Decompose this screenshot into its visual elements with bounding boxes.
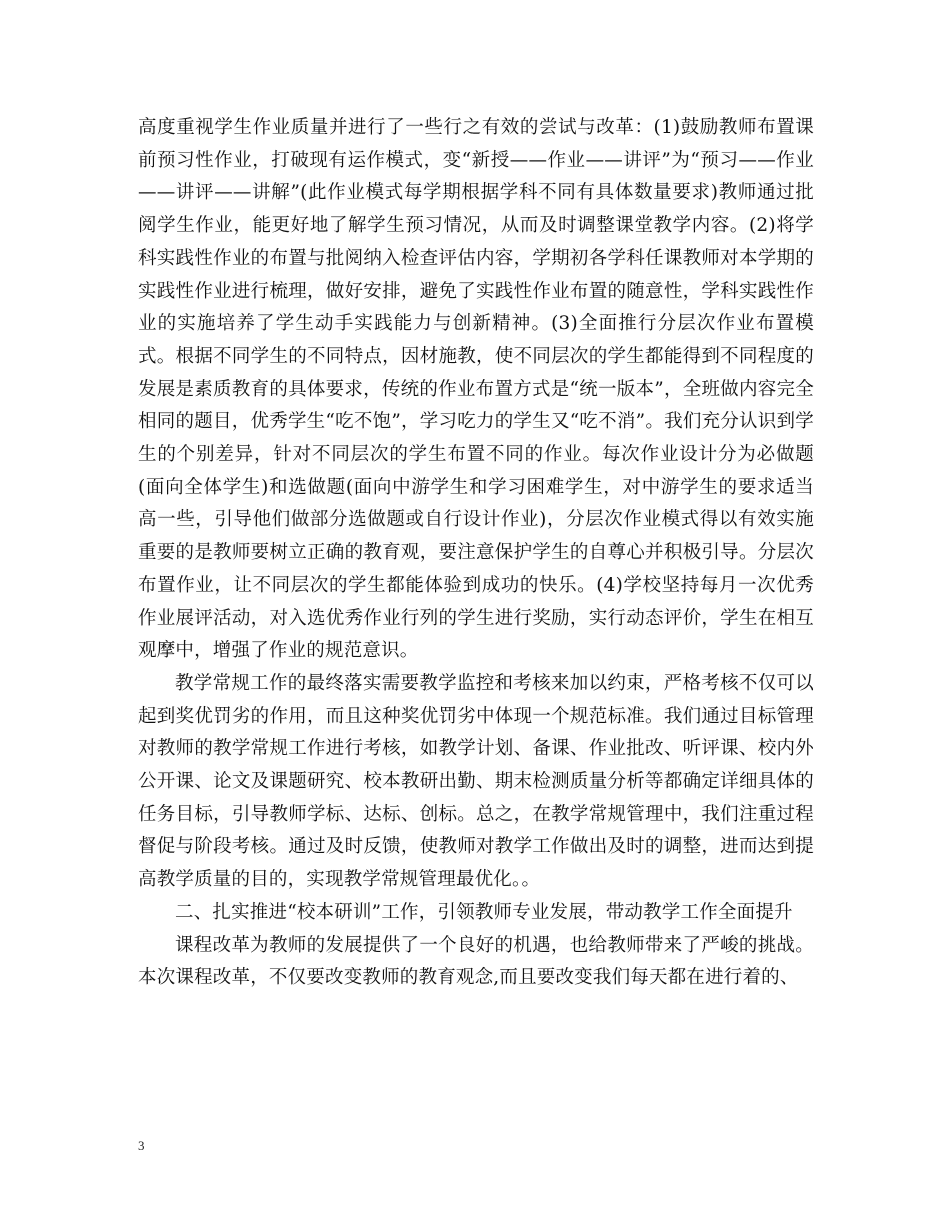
section-heading-school-training: 二、扎实推进“校本研训”工作，引领教师专业发展，带动教学工作全面提升 (175, 901, 793, 923)
paragraph-curriculum-reform: 课程改革为教师的发展提供了一个良好的机遇，也给教师带来了严峻的挑战。本次课程改革，不仅要改变教师的教育观念,而且要改变我们每天都在进行着的、 (138, 934, 814, 989)
document-body (138, 112, 814, 995)
paragraph-homework-reform: 高度重视学生作业质量并进行了一些行之有效的尝试与改革：(1)鼓励教师布置课前预习性作业，打破现有运作模式，变“新授——作业——讲评”为“预习——作业——讲评——讲解”(此作业模式每学期根据学科不同有具体数量要求)教师通过批阅学生作业，能更好地了解学生预习情况，从而及时调整课堂教学内容。(2)将学科实践性作业的布置与批阅纳入检查评估内容，学期初各学科任课教师对本学期的实践性作业进行梳理，做好安排，避免了实践性作业布置的随意性，学科实践性作业的实施培养了学生动手实践能力与创新精神。(3)全面推行分层次作业布置模式。根据不同学生的不同特点，因材施教，使不同层次的学生都能得到不同程度的发展是素质教育的具体要求，传统的作业布置方式是“统一版本”，全班做内容完全相同的题目，优秀学生“吃不饱”，学习吃力的学生又“吃不消”。我们充分认识到学生的个别差异，针对不同层次的学生布置不同的作业。每次作业设计分为必做题(面向全体学生)和选做题(面向中游学生和学习困难学生，对中游学生的要求适当高一些，引导他们做部分选做题或自行设计作业)，分层次作业模式得以有效实施重要的是教师要树立正确的教育观，要注意保护学生的自尊心并积极引导。分层次布置作业，让不同层次的学生都能体验到成功的快乐。(4)学校坚持每月一次优秀作业展评活动，对入选优秀作业行列的学生进行奖励，实行动态评价，学生在相互观摩中，增强了作业的规范意识。 (138, 117, 814, 662)
paragraph-routine-assessment: 教学常规工作的最终落实需要教学监控和考核来加以约束，严格考核不仅可以起到奖优罚劣的作用，而且这种奖优罚劣中体现一个规范标准。我们通过目标管理对教师的教学常规工作进行考核，如教学计划、备课、作业批改、听评课、校内外公开课、论文及课题研究、校本教研出勤、期末检测质量分析等都确定详细具体的任务目标，引导教师学标、达标、创标。总之，在教学常规管理中，我们注重过程督促与阶段考核。通过及时反馈，使教师对教学工作做出及时的调整，进而达到提高教学质量的目的，实现教学常规管理最优化。。 (138, 672, 814, 891)
page-number: 3 (138, 1138, 145, 1153)
